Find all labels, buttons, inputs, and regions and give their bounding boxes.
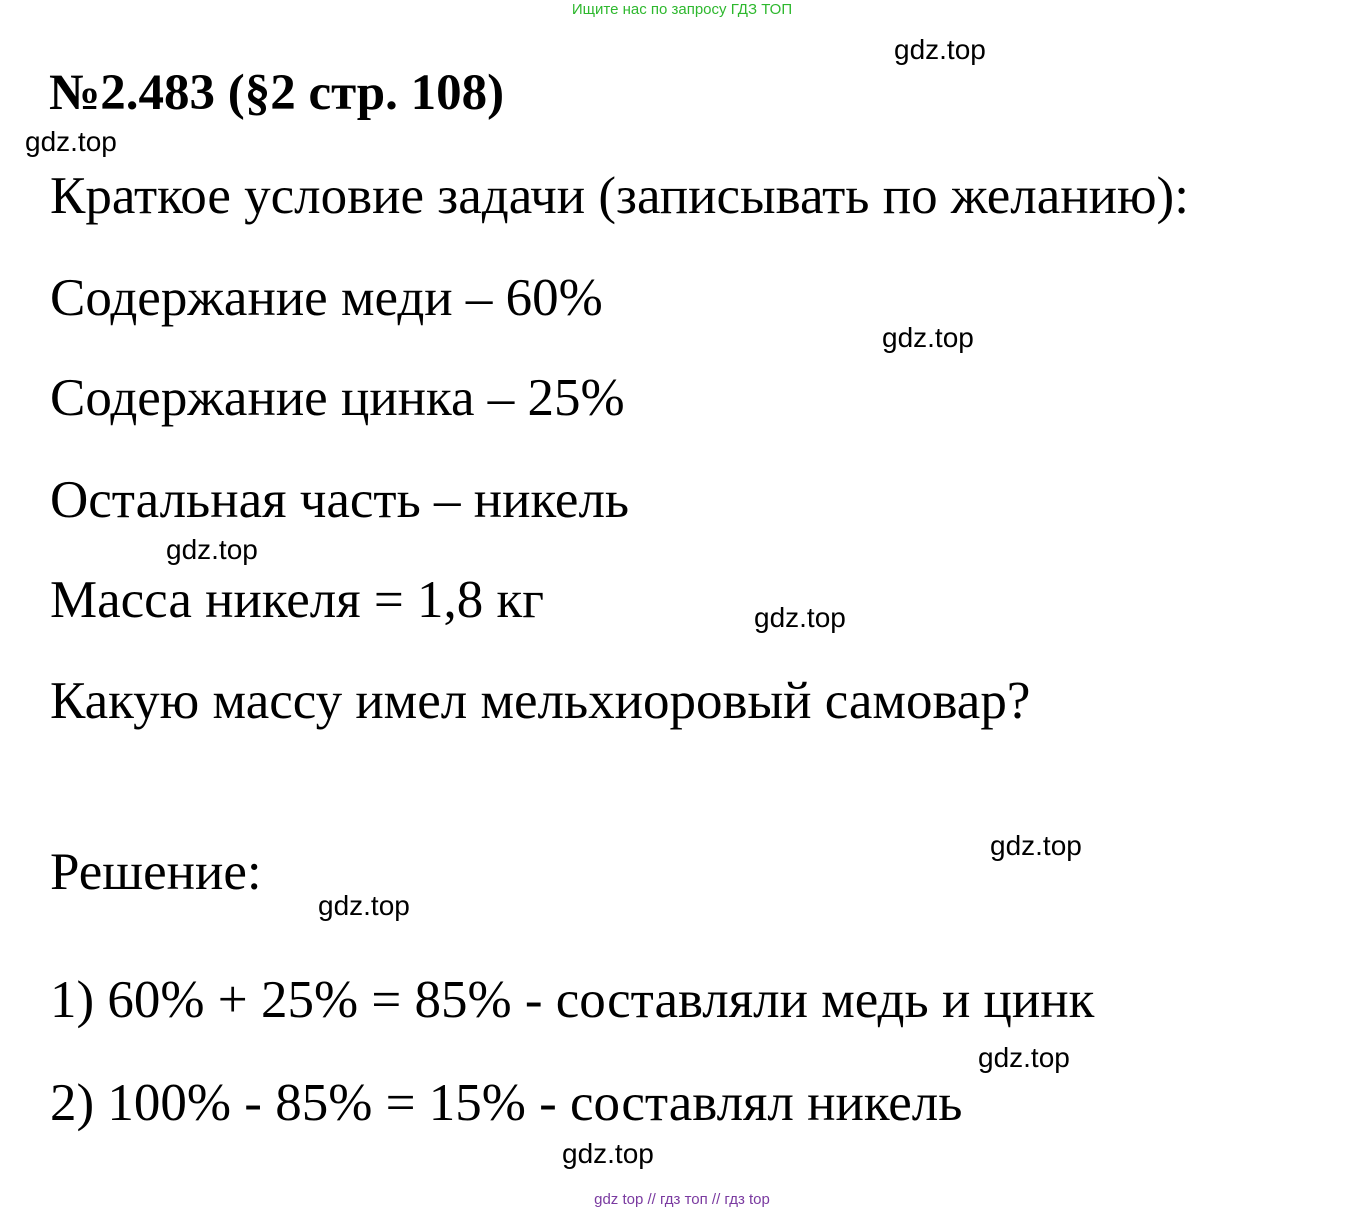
- watermark: gdz.top: [978, 1042, 1070, 1073]
- solution-step-2: 2) 100% - 85% = 15% - составлял никель: [50, 1074, 963, 1132]
- solution-step-1: 1) 60% + 25% = 85% - составляли медь и цинк: [50, 971, 1095, 1029]
- condition-zinc: Содержание цинка – 25%: [50, 369, 625, 427]
- problem-title: №2.483 (§2 стр. 108): [49, 65, 505, 121]
- condition-nickel-mass: Масса никеля = 1,8 кг: [50, 571, 545, 629]
- solution-heading: Решение:: [50, 843, 262, 901]
- watermark: gdz.top: [754, 602, 846, 633]
- condition-rest: Остальная часть – никель: [50, 471, 630, 529]
- watermark: gdz.top: [25, 126, 117, 157]
- condition-copper: Содержание меди – 60%: [50, 269, 603, 327]
- watermark: gdz.top: [990, 830, 1082, 861]
- watermark: gdz.top: [882, 322, 974, 353]
- watermark: gdz.top: [166, 534, 258, 565]
- condition-question: Какую массу имел мельхиоровый самовар?: [50, 672, 1031, 730]
- watermark: gdz.top: [562, 1138, 654, 1169]
- watermark: gdz.top: [894, 34, 986, 65]
- condition-heading: Краткое условие задачи (записывать по желанию):: [50, 167, 1189, 225]
- watermark: gdz.top: [318, 890, 410, 921]
- bottom-banner: gdz top // гдз топ // гдз top: [594, 1191, 770, 1208]
- top-search-banner: Ищите нас по запросу ГДЗ ТОП: [571, 1, 793, 18]
